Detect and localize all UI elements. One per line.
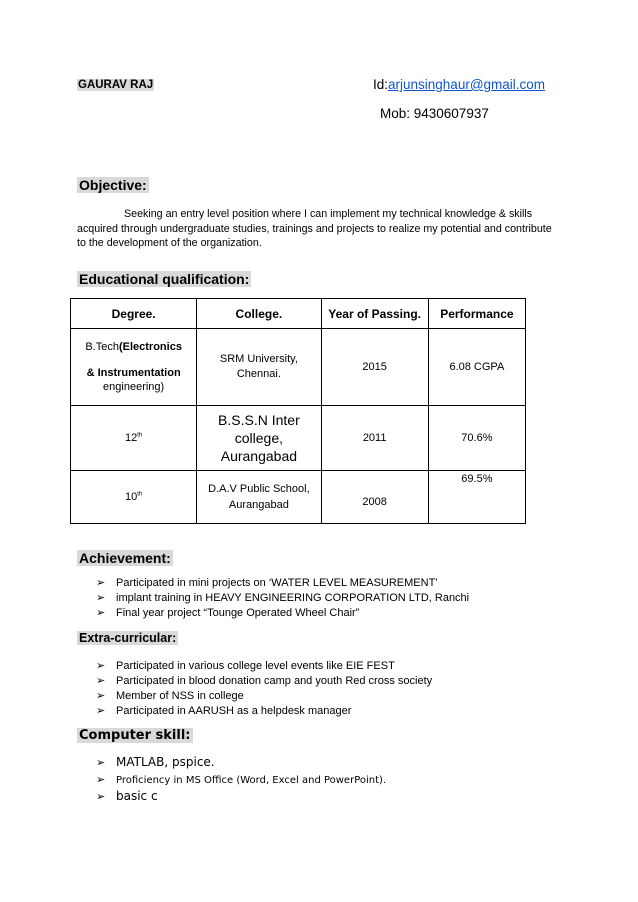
degree-branch-3: engineering) bbox=[103, 381, 165, 393]
degree-cell bbox=[71, 329, 197, 406]
achievement-heading: Achievement: bbox=[79, 550, 171, 566]
objective-text bbox=[77, 207, 557, 251]
column-header: Year of Passing. bbox=[321, 299, 428, 329]
performance-cell: 70.6% bbox=[428, 406, 525, 471]
arrow-bullet-icon: ➢ bbox=[96, 790, 106, 803]
arrow-bullet-icon: ➢ bbox=[96, 773, 106, 786]
achievement-list bbox=[96, 576, 469, 621]
computer-skill-heading: Computer skill: bbox=[79, 728, 191, 743]
year-cell: 2015 bbox=[321, 329, 428, 406]
degree-suffix: th bbox=[137, 491, 143, 498]
performance-value: 69.5% bbox=[461, 473, 493, 485]
degree-name: 10 bbox=[125, 491, 138, 503]
objective-body: Seeking an entry level position where I can implement my technical knowledge & skills acquired through undergraduate studies, trainings and projects to realize my potential and contribute to the development of the organization. bbox=[77, 208, 552, 249]
list-item-text: Proficiency in MS Office (Word, Excel and PowerPoint). bbox=[116, 775, 387, 786]
degree-branch: (Electronics bbox=[118, 341, 182, 353]
column-header: Performance bbox=[428, 299, 525, 329]
list-item bbox=[96, 606, 469, 621]
list-item-text: Participated in blood donation camp and youth Red cross society bbox=[116, 675, 433, 687]
email-line bbox=[373, 77, 545, 92]
arrow-bullet-icon: ➢ bbox=[96, 705, 106, 717]
performance-cell bbox=[428, 471, 525, 524]
performance-cell: 6.08 CGPA bbox=[428, 329, 525, 406]
email-label: Id: bbox=[373, 77, 389, 92]
college-name: B.S.S.N Inter college, Aurangabad bbox=[218, 412, 300, 464]
list-item-text: implant training in HEAVY ENGINEERING CORPORATION LTD, Ranchi bbox=[116, 592, 470, 604]
year-cell bbox=[321, 471, 428, 524]
degree-branch-2: & Instrumentation bbox=[86, 367, 181, 379]
table-header-row bbox=[71, 299, 526, 329]
list-item-text: MATLAB, pspice. bbox=[116, 755, 215, 769]
college-name: SRM University, Chennai. bbox=[219, 353, 298, 380]
email-link[interactable]: arjunsinghaur@gmail.com bbox=[388, 77, 546, 92]
arrow-bullet-icon: ➢ bbox=[96, 660, 106, 672]
college-cell bbox=[197, 406, 321, 471]
degree-name: B.Tech bbox=[85, 341, 119, 353]
arrow-bullet-icon: ➢ bbox=[96, 690, 106, 702]
education-heading: Educational qualification: bbox=[79, 271, 250, 287]
computer-skill-list bbox=[96, 754, 386, 805]
extra-curricular-heading: Extra-curricular: bbox=[79, 631, 177, 645]
arrow-bullet-icon: ➢ bbox=[96, 607, 106, 619]
mobile-number: Mob: 9430607937 bbox=[380, 106, 489, 121]
list-item-text: Participated in mini projects on ‘WATER LEVEL MEASUREMENT’ bbox=[116, 577, 438, 589]
degree-name: 12 bbox=[125, 432, 138, 444]
list-item-text: Participated in various college level events like EIE FEST bbox=[116, 660, 395, 672]
objective-heading: Objective: bbox=[79, 177, 147, 193]
list-item bbox=[96, 788, 386, 805]
list-item bbox=[96, 576, 469, 591]
candidate-name: GAURAV RAJ bbox=[78, 79, 154, 91]
list-item-text: Participated in AARUSH as a helpdesk manager bbox=[116, 705, 352, 717]
list-item bbox=[96, 771, 386, 788]
degree-cell bbox=[71, 471, 197, 524]
list-item-text: Final year project “Tounge Operated Wheel Chair” bbox=[116, 607, 360, 619]
list-item bbox=[96, 659, 432, 674]
list-item bbox=[96, 754, 386, 771]
arrow-bullet-icon: ➢ bbox=[96, 592, 106, 604]
college-cell bbox=[197, 471, 321, 524]
arrow-bullet-icon: ➢ bbox=[96, 675, 106, 687]
list-item bbox=[96, 689, 432, 704]
extra-curricular-list bbox=[96, 659, 432, 719]
table-row bbox=[71, 406, 526, 471]
table-row bbox=[71, 471, 526, 524]
column-header: Degree. bbox=[71, 299, 197, 329]
list-item bbox=[96, 591, 469, 606]
year-cell: 2011 bbox=[321, 406, 428, 471]
column-header: College. bbox=[197, 299, 321, 329]
degree-suffix: th bbox=[137, 432, 143, 439]
year-value: 2008 bbox=[362, 496, 387, 508]
table-row bbox=[71, 329, 526, 406]
education-table bbox=[70, 298, 526, 524]
arrow-bullet-icon: ➢ bbox=[96, 577, 106, 589]
list-item bbox=[96, 704, 432, 719]
list-item bbox=[96, 674, 432, 689]
college-name: D.A.V Public School, Aurangabad bbox=[208, 483, 310, 511]
college-cell bbox=[197, 329, 321, 406]
list-item-text: basic c bbox=[116, 789, 158, 803]
arrow-bullet-icon: ➢ bbox=[96, 756, 106, 769]
list-item-text: Member of NSS in college bbox=[116, 690, 244, 702]
degree-cell bbox=[71, 406, 197, 471]
